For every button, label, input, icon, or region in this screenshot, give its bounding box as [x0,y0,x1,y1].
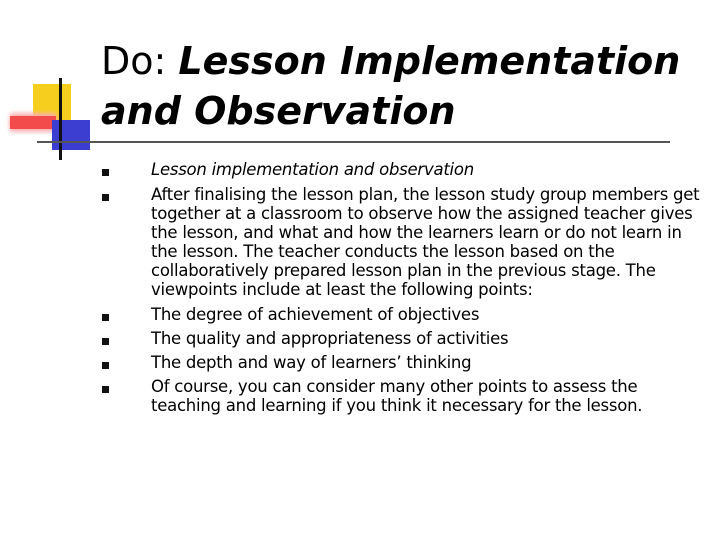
title-emphasis-line2: and Observation [101,89,456,133]
bullet-item [100,185,700,299]
title-underline [37,141,670,143]
bullet-item [100,305,700,324]
square-bullet-icon [102,386,109,393]
square-bullet-icon [102,169,109,176]
bullet-item [100,353,700,372]
blue-decoration-square [52,120,90,150]
bullet-list [100,160,700,420]
bullet-text: The degree of achievement of objectives [151,305,480,324]
bullet-text: Of course, you can consider many other points to assess the teaching and learning if you think it necessary for the lesson. [151,377,643,415]
red-decoration-bar [10,116,56,129]
bullet-text: Lesson implementation and observation [151,160,474,179]
bullet-text: The quality and appropriateness of activities [151,329,509,348]
title-emphasis-line1: Lesson Implementation [178,39,681,83]
vertical-divider-line [59,78,62,160]
square-bullet-icon [102,338,109,345]
square-bullet-icon [102,362,109,369]
title-prefix: Do: [101,39,167,83]
bullet-item [100,160,700,179]
bullet-item [100,329,700,348]
square-bullet-icon [102,314,109,321]
slide-title [101,36,701,136]
bullet-text: After finalising the lesson plan, the lesson study group members get together at a classroom to observe how the assigned teacher gives the lesson, and what and how the learners learn or do not learn in the lesson. The teacher conducts the lesson based on the collaboratively prepared lesson plan in the previous stage. The viewpoints include at least the following points: [151,185,700,299]
square-bullet-icon [102,194,109,201]
bullet-item [100,377,700,415]
bullet-text: The depth and way of learners’ thinking [151,353,472,372]
